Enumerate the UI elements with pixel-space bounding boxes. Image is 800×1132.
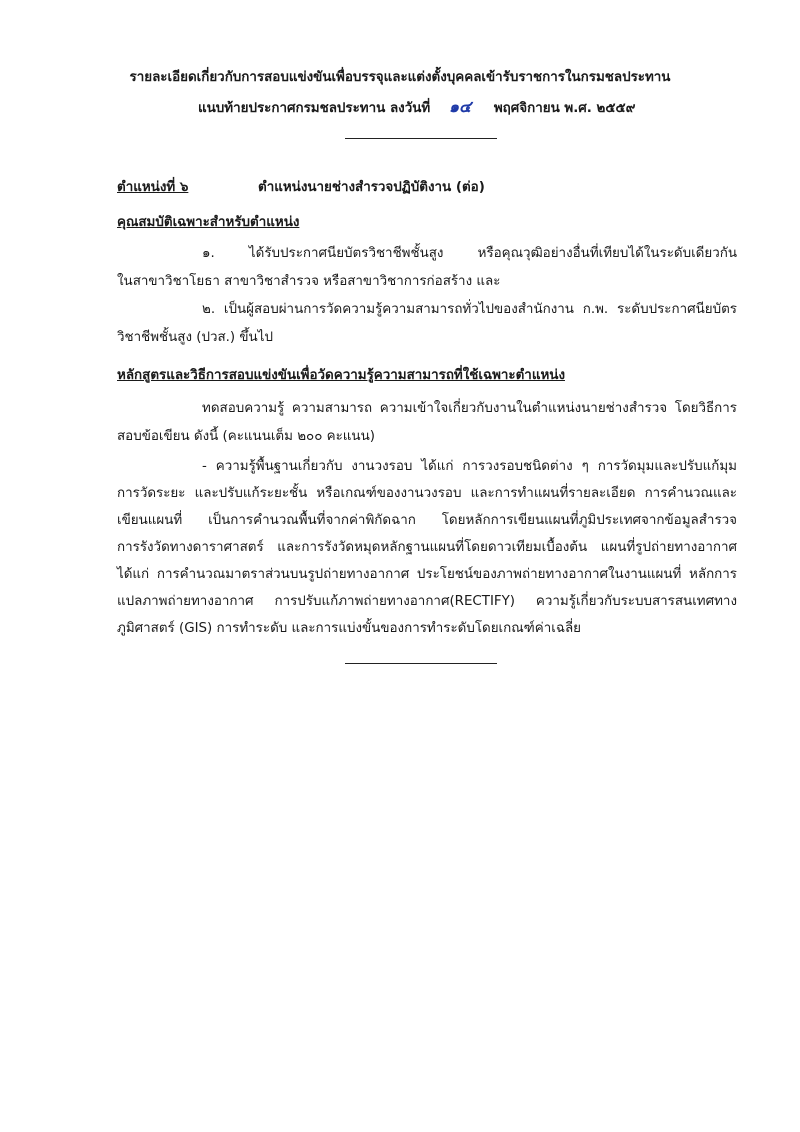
- curriculum-detail-line: ได้แก่ การคำนวณมาตราส่วนบนรูปถ่ายทางอากาศ ประโยชน์ของภาพถ่ายทางอากาศในงานแผนที่ หลักการ: [117, 567, 737, 582]
- document-title: รายละเอียดเกี่ยวกับการสอบแข่งขันเพื่อบรรจุและแต่งตั้งบุคคลเข้ารับราชการในกรมชลประทาน: [129, 70, 671, 85]
- position-name: ตำแหน่งนายช่างสำรวจปฏิบัติงาน (ต่อ): [258, 180, 485, 195]
- qualification-item-1: ๑. ได้รับประกาศนียบัตรวิชาชีพชั้นสูง หรือคุณวุฒิอย่างอื่นที่เทียบได้ในระดับเดียวกัน: [202, 246, 737, 261]
- announcement-date-prefix: แนบท้ายประกาศกรมชลประทาน ลงวันที่: [198, 101, 431, 116]
- curriculum-detail-line: แปลภาพถ่ายทางอากาศ การปรับแก้ภาพถ่ายทางอากาศ(RECTIFY) ความรู้เกี่ยวกับระบบสารสนเทศทาง: [117, 594, 737, 609]
- handwritten-day: ๑๔: [448, 97, 472, 116]
- curriculum-heading: หลักสูตรและวิธีการสอบแข่งขันเพื่อวัดความรู้ความสามารถที่ใช้เฉพาะตำแหน่ง: [117, 368, 565, 383]
- curriculum-detail-line: การรังวัดทางดาราศาสตร์ และการรังวัดหมุดหลักฐานแผนที่โดยดาวเทียมเบื้องต้น แผนที่รูปถ่ายทางอากาศ: [117, 540, 737, 555]
- qualification-item-2-cont: วิชาชีพชั้นสูง (ปวส.) ขึ้นไป: [117, 330, 273, 345]
- position-label: ตำแหน่งที่ ๖: [117, 180, 189, 195]
- announcement-date-suffix: พฤศจิกายน พ.ศ. ๒๕๕๙: [493, 101, 636, 116]
- position-number: [117, 176, 188, 197]
- document-subtitle: [198, 95, 635, 120]
- curriculum-intro: ทดสอบความรู้ ความสามารถ ความเข้าใจเกี่ยวกับงานในตำแหน่งนายช่างสำรวจ โดยวิธีการ: [202, 401, 737, 416]
- curriculum-detail-line: - ความรู้พื้นฐานเกี่ยวกับ งานวงรอบ ได้แก่ การวงรอบชนิดต่าง ๆ การวัดมุมและปรับแก้มุม: [202, 459, 737, 474]
- curriculum-detail-line: เขียนแผนที่ เป็นการคำนวณพื้นที่จากค่าพิกัดฉาก โดยหลักการเขียนแผนที่ภูมิประเทศจากข้อมูลสำรวจ: [117, 513, 737, 528]
- title-divider: [345, 138, 497, 139]
- curriculum-detail-line: การวัดระยะ และปรับแก้ระยะชั้น หรือเกณฑ์ของงานวงรอบ และการทำแผนที่รายละเอียด การคำนวณและ: [117, 486, 737, 501]
- qualification-item-2: ๒. เป็นผู้สอบผ่านการวัดความรู้ความสามารถทั่วไปของสำนักงาน ก.พ. ระดับประกาศนียบัตร: [202, 302, 737, 317]
- end-divider: [345, 663, 497, 664]
- qualification-item-1-cont: ในสาขาวิชาโยธา สาขาวิชาสำรวจ หรือสาขาวิชาการก่อสร้าง และ: [117, 274, 501, 289]
- curriculum-detail-line: ภูมิศาสตร์ (GIS) การทำระดับ และการแบ่งขั้นของการทำระดับโดยเกณฑ์ค่าเฉลี่ย: [117, 621, 582, 636]
- curriculum-intro-cont: สอบข้อเขียน ดังนี้ (คะแนนเต็ม ๒๐๐ คะแนน): [117, 429, 375, 444]
- qualifications-heading: คุณสมบัติเฉพาะสำหรับตำแหน่ง: [117, 215, 300, 230]
